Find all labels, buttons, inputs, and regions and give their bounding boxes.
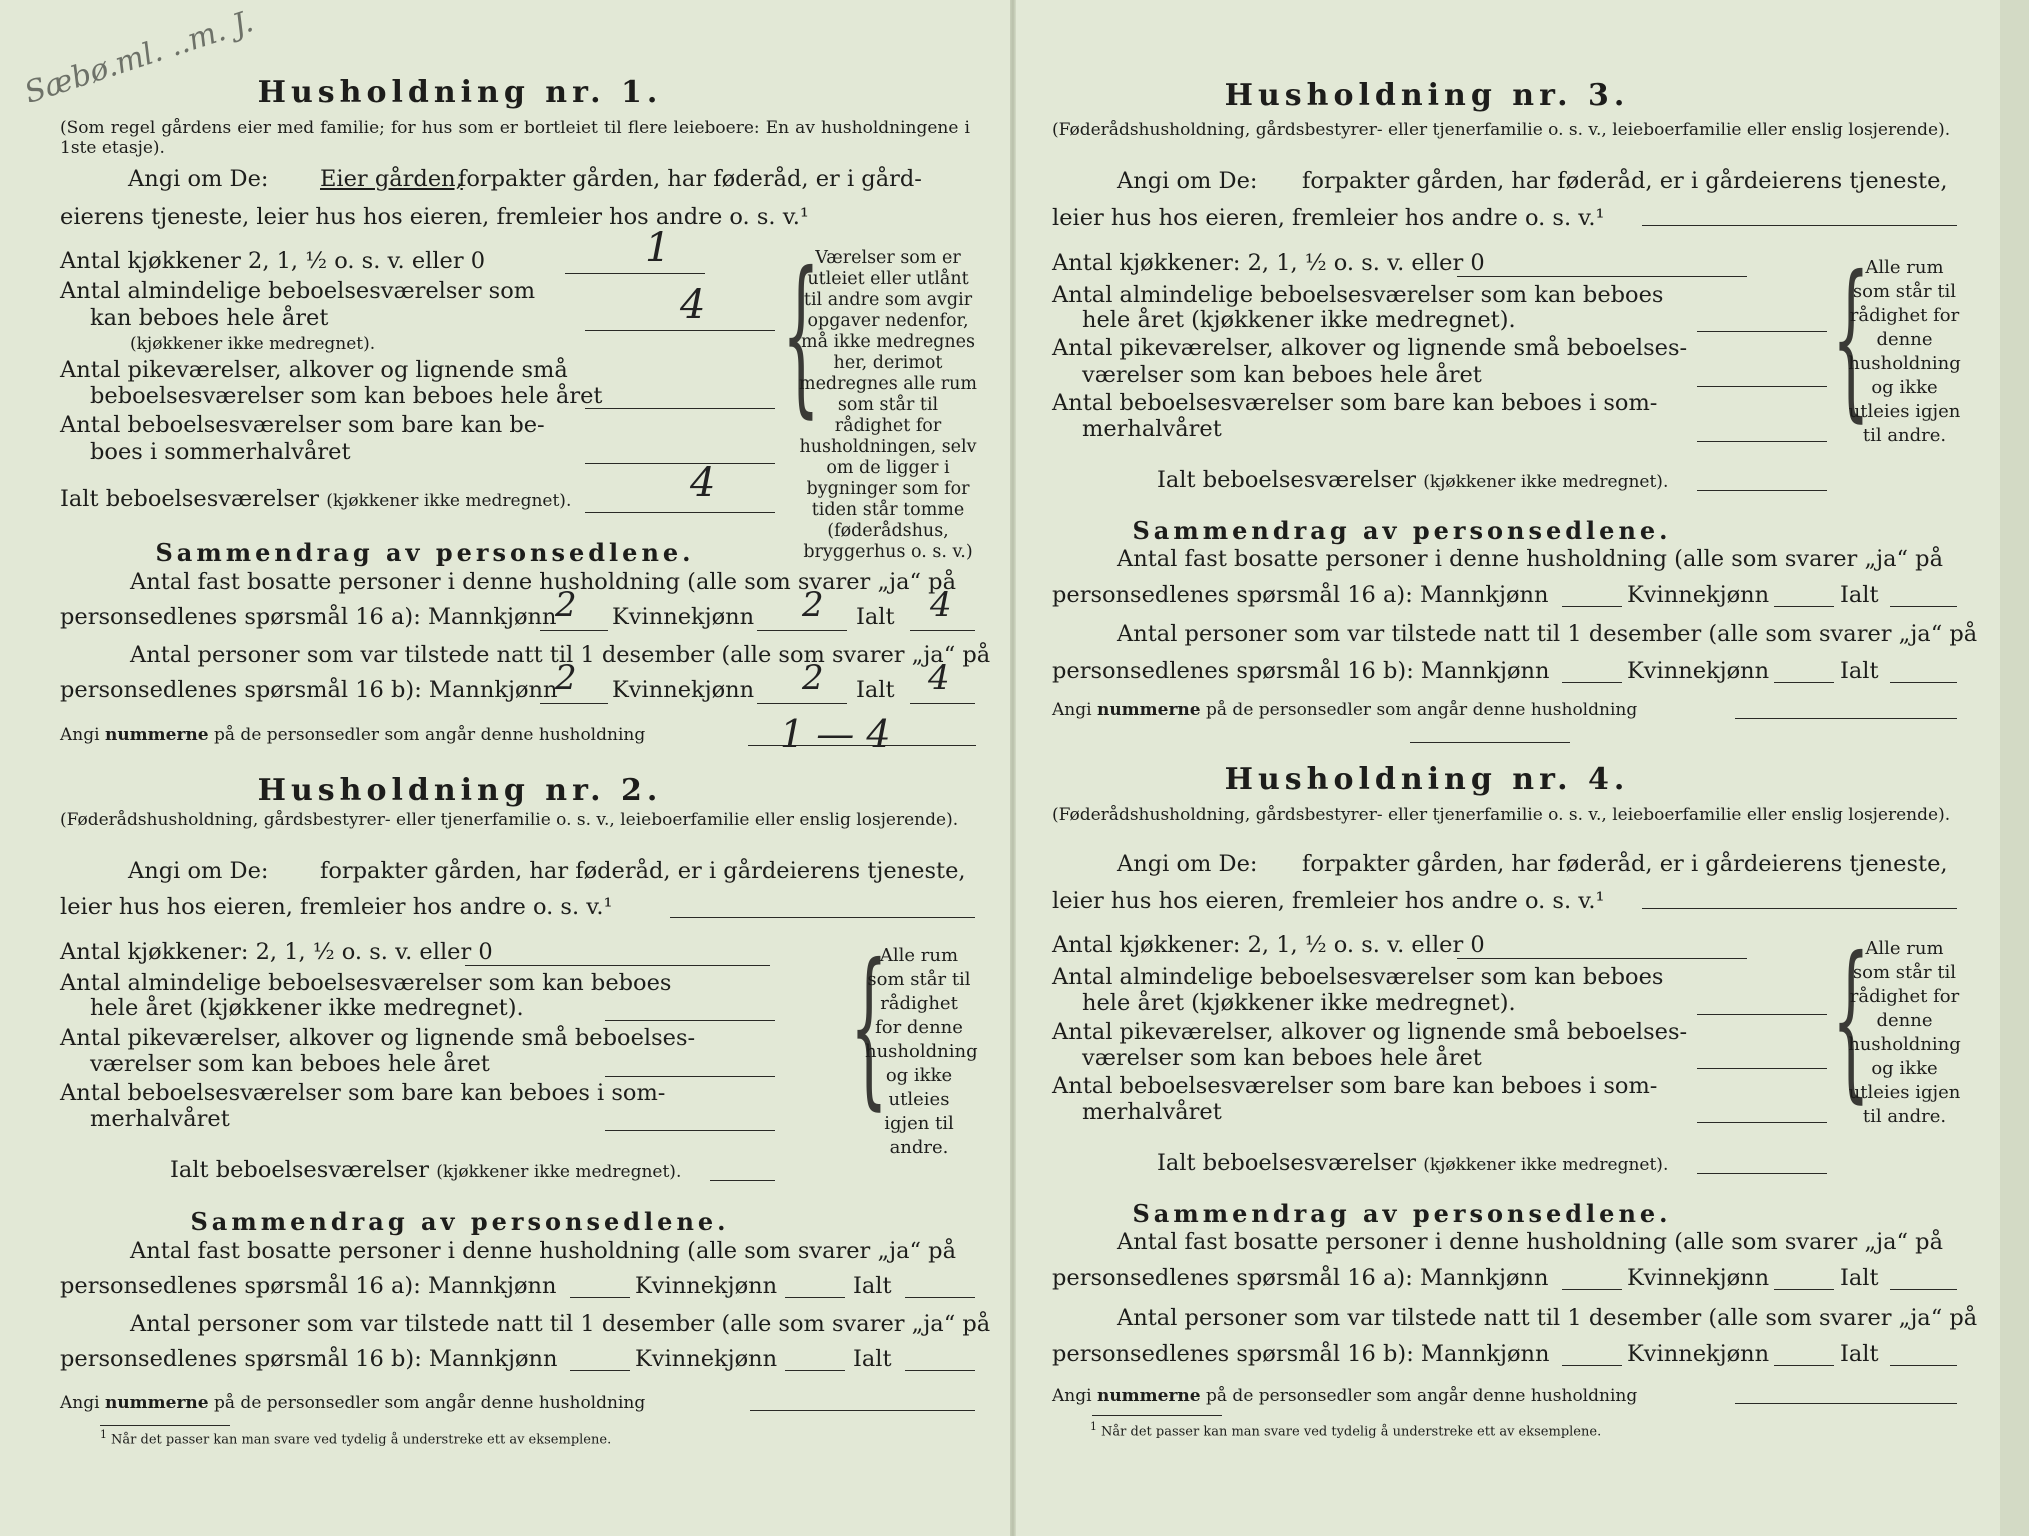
h3-angi-field[interactable] (1642, 225, 1957, 226)
h2-ialt-rom-field[interactable] (710, 1180, 775, 1181)
h1-sommer-label-2: boes i sommerhalvåret (90, 439, 351, 465)
h1-til-label-1: Antal personer som var tilstede natt til 1 desember (alle som svarer „ja“ på (130, 642, 991, 668)
h1-fast-label-1: Antal fast bosatte personer i denne husholdning (alle som svarer „ja“ på (130, 569, 956, 595)
h3-fast-label-1: Antal fast bosatte personer i denne husholdning (alle som svarer „ja“ på (1117, 546, 1943, 572)
h1-fast-kvinne-value: 2 (802, 585, 824, 625)
h3-kjokkener-field[interactable] (1457, 276, 1747, 277)
h2-brace: { (850, 928, 888, 1126)
h3-til-ialt-field[interactable] (1890, 682, 1957, 683)
h4-nummer-label: Angi nummerne på de personsedler som angår denne husholdning (1052, 1386, 1638, 1406)
h4-pike-field[interactable] (1697, 1068, 1827, 1069)
h1-til-mann-field[interactable] (540, 703, 608, 704)
h2-fast-kvinne-label: Kvinnekjønn (635, 1273, 778, 1299)
h3-ialt-rom-label: Ialt beboelsesværelser (kjøkkener ikke medregnet). (1157, 467, 1669, 493)
h2-fast-label-2: personsedlenes spørsmål 16 a): Mannkjønn (60, 1273, 557, 1299)
h3-til-mann-field[interactable] (1562, 682, 1622, 683)
h1-fast-kvinne-field[interactable] (757, 630, 847, 631)
h4-til-mann-field[interactable] (1562, 1365, 1622, 1366)
h1-summary-title: Sammendrag av personsedlene. (155, 538, 695, 567)
h4-nummer-field[interactable] (1735, 1403, 1957, 1404)
h4-til-kvinne-field[interactable] (1774, 1365, 1834, 1366)
h1-pike-field[interactable] (585, 408, 775, 409)
h3-alm-label-1: Antal almindelige beboelsesværelser som kan beboes (1052, 282, 1664, 308)
h1-pike-label-2: beboelsesværelser som kan beboes hele året (90, 383, 603, 409)
h1-ialt-rom-field[interactable] (585, 512, 775, 513)
h3-kjokkener-label: Antal kjøkkener: 2, 1, ½ o. s. v. eller 0 (1052, 250, 1485, 276)
h3-title: Husholdning nr. 3. (1224, 78, 1630, 113)
h3-pike-field[interactable] (1697, 386, 1827, 387)
h4-til-label-1: Antal personer som var tilstede natt til 1 desember (alle som svarer „ja“ på (1117, 1305, 1978, 1331)
h3-alm-label-2: hele året (kjøkkener ikke medregnet). (1082, 307, 1516, 333)
h3-options-2: leier hus hos eieren, fremleier hos andre o. s. v.¹ (1052, 205, 1605, 231)
h3-til-label-1: Antal personer som var tilstede natt til 1 desember (alle som svarer „ja“ på (1117, 621, 1978, 647)
h3-fast-ialt-label: Ialt (1840, 582, 1879, 608)
h2-alm-field[interactable] (605, 1020, 775, 1021)
h3-fast-kvinne-label: Kvinnekjønn (1627, 582, 1770, 608)
h3-fast-label-2: personsedlenes spørsmål 16 a): Mannkjønn (1052, 582, 1549, 608)
h4-fast-ialt-field[interactable] (1890, 1289, 1957, 1290)
page-fold (1010, 0, 1016, 1536)
h2-til-mann-field[interactable] (570, 1370, 630, 1371)
h2-ialt-rom-label: Ialt beboelsesværelser (kjøkkener ikke medregnet). (170, 1157, 682, 1183)
h4-sommer-label-2: merhalvåret (1082, 1099, 1222, 1125)
h1-fast-mann-field[interactable] (540, 630, 608, 631)
h2-sommer-field[interactable] (605, 1130, 775, 1131)
h1-alm-label-3: (kjøkkener ikke medregnet). (130, 334, 376, 354)
h3-til-kvinne-label: Kvinnekjønn (1627, 658, 1770, 684)
footnote-left: $^1$ Når det passer kan man svare ved tydelig å understreke ett av eksemplene. (100, 1428, 612, 1448)
h1-brace: { (782, 236, 820, 434)
h2-side-note: Alle rum som står til rådighet for denne husholdning og ikke utleies igjen til andre. (865, 945, 978, 1158)
h3-pike-label-1: Antal pikeværelser, alkover og lignende små beboelses- (1052, 335, 1688, 361)
h3-til-kvinne-field[interactable] (1774, 682, 1834, 683)
h2-fast-mann-field[interactable] (570, 1297, 630, 1298)
h2-alm-label-1: Antal almindelige beboelsesværelser som kan beboes (60, 970, 672, 996)
h1-alm-label-2: kan beboes hele året (90, 305, 329, 331)
pencil-note: Sæbø.ml. ..m. J. (20, 4, 258, 111)
h2-summary-title: Sammendrag av personsedlene. (190, 1207, 730, 1236)
h4-til-ialt-field[interactable] (1890, 1365, 1957, 1366)
h2-intro: (Føderådshusholdning, gårdsbestyrer- eller tjenerfamilie o. s. v., leieboerfamilie eller enslig losjerende). (60, 810, 959, 830)
h2-fast-ialt-field[interactable] (905, 1297, 975, 1298)
h4-fast-kvinne-label: Kvinnekjønn (1627, 1265, 1770, 1291)
paper-edge (2000, 0, 2029, 1536)
h1-alm-value: 4 (680, 282, 706, 328)
footnote-right: $^1$ Når det passer kan man svare ved tydelig å understreke ett av eksemplene. (1090, 1420, 1602, 1440)
h1-kjokkener-label: Antal kjøkkener 2, 1, ½ o. s. v. eller 0 (60, 248, 486, 274)
h1-alm-label-1: Antal almindelige beboelsesværelser som (60, 278, 536, 304)
h4-til-label-2: personsedlenes spørsmål 16 b): Mannkjønn (1052, 1341, 1550, 1367)
h4-intro: (Føderådshusholdning, gårdsbestyrer- eller tjenerfamilie o. s. v., leieboerfamilie eller enslig losjerende). (1052, 805, 1951, 825)
h4-brace: { (1832, 921, 1870, 1119)
h4-alm-label-1: Antal almindelige beboelsesværelser som kan beboes (1052, 964, 1664, 990)
h4-angi-label: Angi om De: (1117, 851, 1258, 877)
h2-nummer-label: Angi nummerne på de personsedler som angår denne husholdning (60, 1393, 646, 1413)
h1-options: forpakter gården, har føderåd, er i gård- (458, 166, 922, 192)
h2-til-label-1: Antal personer som var tilstede natt til 1 desember (alle som svarer „ja“ på (130, 1311, 991, 1337)
h1-sommer-label-1: Antal beboelsesværelser som bare kan be- (60, 412, 545, 438)
h2-alm-label-2: hele året (kjøkkener ikke medregnet). (90, 995, 524, 1021)
h1-kjokkener-field[interactable] (565, 273, 705, 274)
h4-kjokkener-field[interactable] (1457, 958, 1747, 959)
h2-pike-label-2: værelser som kan beboes hele året (90, 1051, 490, 1077)
h4-options: forpakter gården, har føderåd, er i gårdeierens tjeneste, (1302, 851, 1948, 877)
h1-option-eier[interactable]: Eier gården, (320, 166, 463, 192)
h4-alm-field[interactable] (1697, 1014, 1827, 1015)
h1-nummer-value: 1 — 4 (780, 712, 891, 756)
h4-summary-title: Sammendrag av personsedlene. (1132, 1199, 1672, 1228)
h4-fast-label-1: Antal fast bosatte personer i denne husholdning (alle som svarer „ja“ på (1117, 1229, 1943, 1255)
h4-options-2: leier hus hos eieren, fremleier hos andre o. s. v.¹ (1052, 888, 1605, 914)
h4-sommer-field[interactable] (1697, 1122, 1827, 1123)
h3-sommer-field[interactable] (1697, 441, 1827, 442)
h2-til-ialt-field[interactable] (905, 1370, 975, 1371)
h3-intro: (Føderådshusholdning, gårdsbestyrer- eller tjenerfamilie o. s. v., leieboerfamilie eller enslig losjerende). (1052, 120, 1951, 140)
h1-fast-mann-value: 2 (555, 585, 577, 625)
h2-options-2: leier hus hos eieren, fremleier hos andre o. s. v.¹ (60, 894, 613, 920)
h1-til-ialt-field[interactable] (910, 703, 975, 704)
h1-fast-ialt-value: 4 (930, 585, 952, 625)
h2-pike-field[interactable] (605, 1076, 775, 1077)
h2-angi-field[interactable] (670, 917, 975, 918)
h1-pike-label-1: Antal pikeværelser, alkover og lignende små (60, 357, 568, 383)
h3-pike-label-2: værelser som kan beboes hele året (1082, 362, 1482, 388)
h1-ialt-rom-label: Ialt beboelsesværelser (kjøkkener ikke medregnet). (60, 486, 572, 512)
h3-options: forpakter gården, har føderåd, er i gårdeierens tjeneste, (1302, 168, 1948, 194)
h1-til-kvinne-label: Kvinnekjønn (612, 677, 755, 703)
h4-pike-label-2: værelser som kan beboes hele året (1082, 1045, 1482, 1071)
h4-til-ialt-label: Ialt (1840, 1341, 1879, 1367)
h1-til-label-2: personsedlenes spørsmål 16 b): Mannkjønn (60, 677, 558, 703)
h3-fast-mann-field[interactable] (1562, 606, 1622, 607)
h2-sommer-label-2: merhalvåret (90, 1106, 230, 1132)
h2-til-label-2: personsedlenes spørsmål 16 b): Mannkjønn (60, 1346, 558, 1372)
h1-ialt-rom-value: 4 (690, 460, 716, 506)
h1-til-mann-value: 2 (555, 658, 577, 698)
h3-alm-field[interactable] (1697, 331, 1827, 332)
h4-fast-ialt-label: Ialt (1840, 1265, 1879, 1291)
h1-options-2: eierens tjeneste, leier hus hos eieren, fremleier hos andre o. s. v.¹ (60, 204, 809, 230)
h2-til-kvinne-label: Kvinnekjønn (635, 1346, 778, 1372)
h2-nummer-field[interactable] (750, 1410, 975, 1411)
h3-nummer-field[interactable] (1735, 718, 1957, 719)
h4-sommer-label-1: Antal beboelsesværelser som bare kan beboes i som- (1052, 1073, 1658, 1099)
h1-title: Husholdning nr. 1. (257, 75, 663, 110)
footnote-rule-right (1092, 1415, 1222, 1416)
h3-sommer-label-2: merhalvåret (1082, 416, 1222, 442)
left-page (60, 0, 991, 1536)
h1-kjokkener-value: 1 (645, 225, 671, 271)
footnote-rule-left (100, 1425, 230, 1426)
h2-til-ialt-label: Ialt (853, 1346, 892, 1372)
h1-alm-field[interactable] (585, 330, 775, 331)
h4-alm-label-2: hele året (kjøkkener ikke medregnet). (1082, 990, 1516, 1016)
h2-kjokkener-label: Antal kjøkkener: 2, 1, ½ o. s. v. eller 0 (60, 939, 493, 965)
h1-til-ialt-label: Ialt (856, 677, 895, 703)
h3-angi-label: Angi om De: (1117, 168, 1258, 194)
h2-pike-label-1: Antal pikeværelser, alkover og lignende små beboelses- (60, 1025, 696, 1051)
right-page (1052, 0, 1978, 1536)
h1-angi-label: Angi om De: (128, 166, 269, 192)
h3-til-label-2: personsedlenes spørsmål 16 b): Mannkjønn (1052, 658, 1550, 684)
h4-til-kvinne-label: Kvinnekjønn (1627, 1341, 1770, 1367)
h1-til-ialt-value: 4 (928, 658, 950, 698)
h3-nummer-label: Angi nummerne på de personsedler som angår denne husholdning (1052, 700, 1638, 720)
h4-side-note: Alle rum som står til rådighet for denne husholdning og ikke utleies igjen til andre. (1848, 938, 1961, 1127)
h2-kjokkener-field[interactable] (465, 965, 770, 966)
h4-angi-field[interactable] (1642, 908, 1957, 909)
h3-side-note: Alle rum som står til rådighet for denne husholdning og ikke utleies igjen til andre. (1848, 257, 1961, 446)
h3-brace: { (1832, 240, 1870, 438)
h2-title: Husholdning nr. 2. (257, 773, 663, 808)
h4-kjokkener-label: Antal kjøkkener: 2, 1, ½ o. s. v. eller 0 (1052, 932, 1485, 958)
h4-fast-mann-field[interactable] (1562, 1289, 1622, 1290)
h1-intro: (Som regel gårdens eier med familie; for hus som er bortleiet til flere leieboere: En av husholdningene i 1ste etasje). (60, 118, 970, 158)
h3-fast-ialt-field[interactable] (1890, 606, 1957, 607)
h1-sommer-field[interactable] (585, 463, 775, 464)
h3-ialt-rom-field[interactable] (1697, 490, 1827, 491)
h2-angi-label: Angi om De: (128, 858, 269, 884)
h1-fast-ialt-field[interactable] (910, 630, 975, 631)
h1-fast-kvinne-label: Kvinnekjønn (612, 604, 755, 630)
h1-til-kvinne-value: 2 (802, 658, 824, 698)
h1-fast-label-2: personsedlenes spørsmål 16 a): Mannkjønn (60, 604, 557, 630)
h3-sommer-label-1: Antal beboelsesværelser som bare kan beboes i som- (1052, 390, 1658, 416)
h2-sommer-label-1: Antal beboelsesværelser som bare kan beboes i som- (60, 1080, 666, 1106)
h3-til-ialt-label: Ialt (1840, 658, 1879, 684)
h1-til-kvinne-field[interactable] (757, 703, 847, 704)
h2-fast-label-1: Antal fast bosatte personer i denne husholdning (alle som svarer „ja“ på (130, 1238, 956, 1264)
h2-til-kvinne-field[interactable] (785, 1370, 845, 1371)
h4-pike-label-1: Antal pikeværelser, alkover og lignende små beboelses- (1052, 1019, 1688, 1045)
h1-side-note: Værelser som er utleiet eller utlånt til andre som avgir opgaver nedenfor, må ikke medregnes her, derimot medregnes alle rum som står til rådighet for husholdningen, selv om de ligger i bygninger som for tiden står tomme (føderådshus, bryggerhus o. s. v.) (798, 248, 978, 562)
h4-fast-label-2: personsedlenes spørsmål 16 a): Mannkjønn (1052, 1265, 1549, 1291)
h2-fast-kvinne-field[interactable] (785, 1297, 845, 1298)
h2-fast-ialt-label: Ialt (853, 1273, 892, 1299)
h4-ialt-rom-label: Ialt beboelsesværelser (kjøkkener ikke medregnet). (1157, 1150, 1669, 1176)
h4-title: Husholdning nr. 4. (1224, 762, 1630, 797)
h1-fast-ialt-label: Ialt (856, 604, 895, 630)
section-divider (1410, 742, 1570, 743)
h2-options: forpakter gården, har føderåd, er i gårdeierens tjeneste, (320, 858, 966, 884)
h4-fast-kvinne-field[interactable] (1774, 1289, 1834, 1290)
h1-nummer-label: Angi nummerne på de personsedler som angår denne husholdning (60, 725, 646, 745)
h3-fast-kvinne-field[interactable] (1774, 606, 1834, 607)
h4-ialt-rom-field[interactable] (1697, 1173, 1827, 1174)
h3-summary-title: Sammendrag av personsedlene. (1132, 516, 1672, 545)
